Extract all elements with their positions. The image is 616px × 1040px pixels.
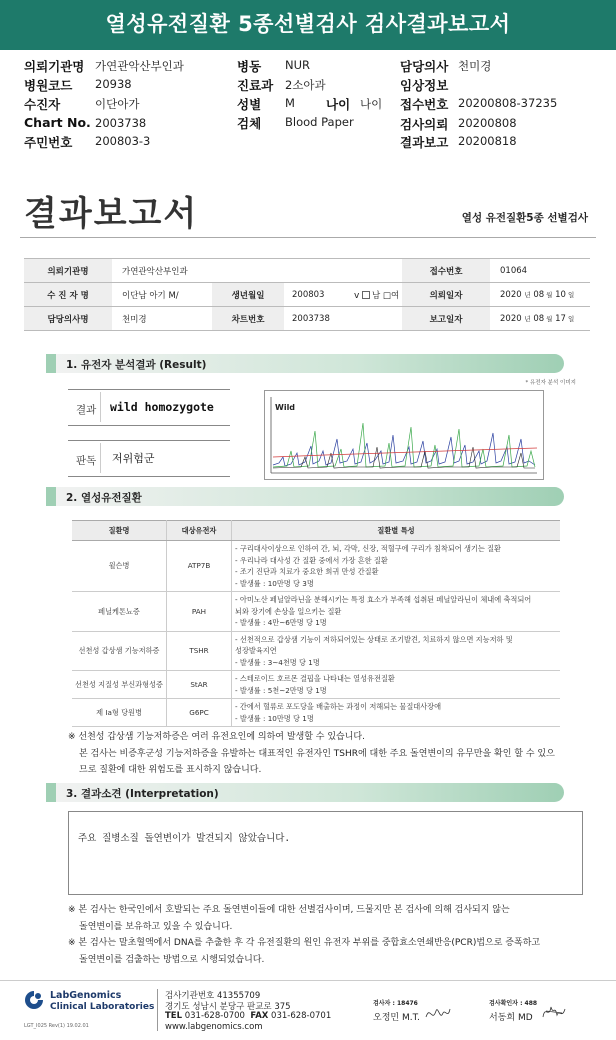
info-line (24, 330, 590, 331)
hospital-code-label: 병원코드 (24, 78, 73, 93)
disease-name: 윌슨병 (72, 541, 167, 592)
desc-line: 성장발육지연 (235, 646, 277, 655)
chart-wild-label: Wild (275, 403, 296, 412)
desc-line: - 발생률 : 5천~2만명 당 1명 (235, 685, 327, 695)
col-disease: 질환명 (72, 521, 167, 541)
table-row (72, 671, 560, 699)
info-report-date (492, 307, 590, 330)
month-unit: 월 (546, 291, 553, 299)
reviewer-label: 검사확인자 : 488 (489, 1000, 538, 1007)
note-line: ※ 본 검사는 한국인에서 호발되는 주요 돌연변이들에 대한 선별검사이며, 드물지만 본 검사에 의해 검사되지 않는 (68, 905, 510, 915)
info-doctor-value: 천미경 (122, 314, 147, 325)
request-day: 10 (555, 289, 566, 300)
section-result-title: 1. 유전자 분석결과 (Result) (66, 359, 207, 371)
day-unit: 일 (567, 315, 575, 323)
footer-rule (0, 980, 616, 981)
info-birth-value: 200803 (292, 289, 325, 300)
info-report-date-label: 보고일자 (402, 307, 490, 330)
disease-desc (232, 631, 561, 671)
note-line: 므로 질환에 대한 위험도를 표시하지 않습니다. (79, 765, 262, 775)
reviewer-signature-icon (540, 1001, 568, 1025)
brand-name: LabGenomics (50, 990, 122, 1001)
info-chart-value: 2003738 (292, 313, 330, 324)
tel-label: TEL (165, 1011, 183, 1021)
hospital-code-value: 20938 (95, 77, 132, 91)
ward-value: NUR (285, 58, 311, 72)
tel-value: 031-628-0700 (184, 1011, 245, 1021)
section-marker (46, 354, 56, 373)
judge-divider (100, 443, 101, 473)
gene-name: TSHR (167, 631, 232, 671)
info-request-date-label: 의뢰일자 (402, 283, 490, 306)
disease-desc (232, 699, 561, 727)
sex-value: M (285, 96, 295, 110)
patient-value: 이단아가 (95, 97, 140, 111)
specimen-value: Blood Paper (285, 115, 354, 129)
col-gene: 대상유전자 (167, 521, 232, 541)
section-disease-title: 2. 열성유전질환 (66, 492, 142, 504)
department-value: 2소아과 (285, 78, 326, 92)
note-line: 돌연변이를 보유하고 있을 수 있습니다. (79, 921, 233, 932)
desc-line: - 조기 진단과 치료가 중요한 희귀 만성 간질환 (235, 567, 379, 576)
desc-line: - 아미노산 페닐알라닌을 분해시키는 특정 효소가 부족해 섭취된 페닐알라닌이 체내에 축적되어 (235, 595, 532, 604)
interpretation-box (68, 811, 583, 895)
judge-value: 저위험군 (112, 452, 155, 465)
desc-line: - 발생률 : 10만명 당 1명 (235, 713, 314, 723)
doctor-value: 천미경 (458, 59, 492, 73)
institution-value: 가연관악산부인과 (95, 59, 184, 73)
electropherogram-trace (265, 391, 543, 479)
request-month: 08 (533, 289, 545, 300)
section-interpretation-header (46, 783, 564, 802)
doctor-label: 담당의사 (400, 59, 449, 74)
note-line: ※ 선천성 갑상샘 기능저하증은 여러 유전요인에 의하여 발생할 수 있습니다. (68, 732, 365, 742)
fax-label: FAX (250, 1011, 269, 1021)
month-unit: 월 (546, 315, 553, 323)
sex-options: 남 □여 (372, 290, 400, 301)
disease-name: 페닐케톤뇨증 (72, 592, 167, 632)
section-interpretation-title: 3. 결과소견 (Interpretation) (66, 788, 219, 800)
gene-name: ATP7B (167, 541, 232, 592)
day-unit: 일 (567, 291, 575, 299)
judge-rule (68, 476, 230, 477)
result-label: 결과 (76, 404, 97, 416)
desc-line: - 스테로이드 호르몬 결핍을 나타내는 열성유전질환 (235, 674, 395, 683)
table-row (72, 631, 560, 671)
clinical-info-label: 임상정보 (400, 78, 449, 93)
note-line: 본 검사는 비증후군성 기능저하증을 유발하는 대표적인 유전자인 TSHR에 대한 주요 돌연변이의 유무만을 확인 할 수 있으 (79, 748, 555, 759)
fax-value: 031-628-0701 (271, 1011, 332, 1021)
request-year: 2020 (500, 289, 522, 300)
desc-line: - 발생률 : 3~4천명 당 1명 (235, 657, 320, 667)
brand-sub: Clinical Laboratories (50, 1002, 155, 1012)
disease-name: 선천성 지질성 부신과형성증 (72, 671, 167, 699)
age-label: 나이 (326, 97, 351, 112)
info-request-date (492, 283, 590, 306)
gene-image-note: * 유전자 분석 이미지 (525, 380, 576, 386)
disease-table (72, 520, 560, 727)
patient-label: 수진자 (24, 97, 61, 112)
footer-divider (157, 989, 158, 1031)
receipt-label: 접수번호 (400, 97, 449, 112)
year-unit: 년 (524, 315, 531, 323)
checkbox-icon (362, 291, 370, 299)
disease-name: 선천성 갑상샘 기능저하증 (72, 631, 167, 671)
disease-desc (232, 541, 561, 592)
section-marker (46, 487, 56, 506)
method-notes (68, 902, 540, 968)
age-value: 나이 (360, 97, 383, 111)
request-label: 검사의뢰 (400, 117, 449, 132)
gene-name: G6PC (167, 699, 232, 727)
chart-no-label: Chart No. (24, 115, 91, 130)
year-unit: 년 (524, 291, 531, 299)
judge-label: 판독 (76, 455, 97, 467)
reviewer-name: 서동희 MD (489, 1013, 533, 1023)
lab-website: www.labgenomics.com (165, 1022, 263, 1032)
sex-label: 성별 (237, 97, 262, 112)
report-subtitle: 열성 유전질환5종 선별검사 (461, 212, 588, 224)
receipt-value: 20200808-37235 (458, 96, 558, 110)
report-year: 2020 (500, 313, 522, 324)
report-title: 결과보고서 (24, 194, 199, 234)
sex-check-mark: v (354, 290, 360, 301)
info-institution-value: 가연관악산부인과 (122, 266, 188, 277)
sex-checkbox-box (362, 283, 399, 306)
electropherogram (264, 390, 544, 480)
report-day: 17 (555, 313, 566, 324)
result-rule (68, 425, 230, 426)
disease-table-header (72, 521, 560, 541)
disease-desc (232, 671, 561, 699)
tester-name: 오정민 M.T. (373, 1013, 420, 1023)
ward-label: 병동 (237, 59, 262, 74)
labgenomics-logo-icon (24, 990, 44, 1010)
info-chart-label: 차트번호 (212, 307, 284, 330)
info-receipt-label: 접수번호 (402, 259, 490, 282)
result-divider (100, 392, 101, 422)
report-value: 20200818 (458, 134, 517, 148)
resident-no-label: 주민번호 (24, 135, 73, 150)
institution-label: 의뢰기관명 (24, 59, 85, 74)
section-result-header (46, 354, 564, 373)
lab-address: 경기도 성남시 분당구 판교로 375 (165, 1002, 291, 1012)
gene-name: PAH (167, 592, 232, 632)
col-feature: 질환별 특성 (232, 521, 561, 541)
desc-line: - 간에서 혈류로 포도당을 배출하는 과정이 저해되는 물질대사장애 (235, 702, 442, 711)
department-label: 진료과 (237, 78, 274, 93)
result-value: wild homozygote (110, 400, 214, 414)
info-institution-label: 의뢰기관명 (24, 259, 112, 282)
specimen-label: 검체 (237, 116, 262, 131)
info-birth-label: 생년월일 (212, 283, 284, 306)
judge-rule (68, 440, 230, 441)
resident-no-value: 200803-3 (95, 134, 151, 148)
note-line: 돌연변이를 검출하는 방법으로 시행되었습니다. (79, 954, 265, 965)
desc-line: - 구리대사이상으로 인하여 간, 뇌, 각막, 신장, 적혈구에 구리가 침착되어 생기는 질환 (235, 544, 501, 553)
tshr-note (68, 729, 555, 779)
lab-contact (165, 1011, 331, 1021)
report-month: 08 (533, 313, 545, 324)
report-label: 결과보고 (400, 135, 449, 150)
section-marker (46, 783, 56, 802)
info-patient-label: 수 진 자 명 (24, 283, 112, 306)
desc-line: 뇌와 장기에 손상을 일으키는 질환 (235, 606, 342, 616)
desc-line: - 우리나라 대사성 간 질환 중에서 가장 흔한 질환 (235, 555, 388, 565)
tester-label: 검사자 : 18476 (373, 1000, 418, 1007)
desc-line: - 발생률 : 4만~6만명 당 1명 (235, 618, 327, 627)
chart-no-value: 2003738 (95, 116, 147, 130)
disease-desc (232, 592, 561, 632)
table-row (72, 699, 560, 727)
result-rule (68, 389, 230, 390)
title-divider (20, 237, 596, 238)
tester-signature-icon (424, 1003, 452, 1025)
section-disease-header (46, 487, 564, 506)
info-patient-value: 이단남 아기 M/ (122, 290, 179, 301)
request-value: 20200808 (458, 116, 517, 130)
table-row (72, 592, 560, 632)
interpretation-text: 주요 질병소질 돌연변이가 발견되지 않았습니다. (78, 833, 291, 844)
info-doctor-label: 담당의사명 (24, 307, 112, 330)
desc-line: - 발생률 : 10만명 당 3명 (235, 578, 314, 588)
banner-title: 열성유전질환 5종선별검사 검사결과보고서 (105, 12, 511, 36)
info-receipt-value: 01064 (500, 265, 528, 276)
desc-line: - 선천적으로 갑상샘 기능이 저하되어있는 상태로 조기발견, 치료하지 않으면 지능저하 및 (235, 634, 513, 644)
table-row (72, 541, 560, 592)
form-code: LGT_I025 Rev(1) 19.02.01 (24, 1023, 89, 1029)
note-line: ※ 본 검사는 말초혈액에서 DNA를 추출한 후 각 유전질환의 원인 유전자 부위를 중합효소연쇄반응(PCR)법으로 증폭하고 (68, 938, 541, 948)
gene-name: StAR (167, 671, 232, 699)
lab-number: 검사기관번호 41355709 (165, 991, 261, 1001)
disease-name: 제 Ia형 당원병 (72, 699, 167, 727)
